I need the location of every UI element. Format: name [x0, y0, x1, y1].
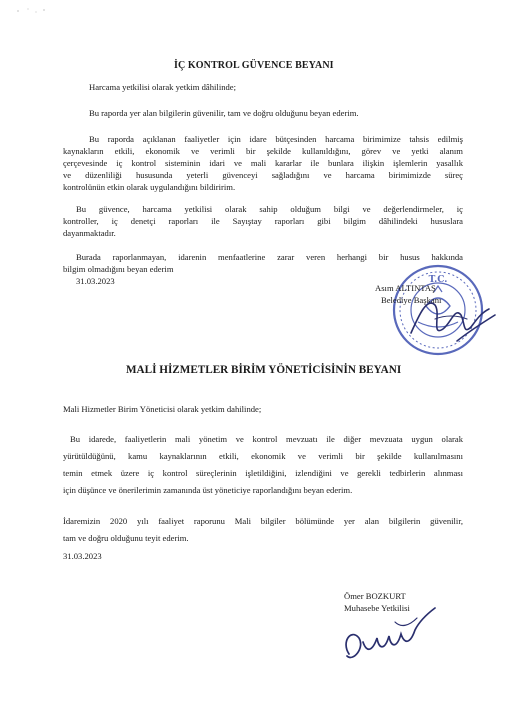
section1-para1-line: kontrolünün etkin olarak uygulandığını bildiririm.: [63, 182, 236, 192]
section2-para1-line: için düşünce ve önerilerimin zamanında üst yöneticiye raporlandığını beyan ederim.: [63, 485, 353, 495]
section2-para2-line: İdaremizin 2020 yılı faaliyet raporunu Mali bilgiler bölümünde yer alan bilgilerin güvenilir,: [63, 516, 463, 526]
section1-signer-name: Asım ALTINTAŞ: [375, 283, 436, 293]
section1-para2-line: Bu güvence, harcama yetkilisi olarak sahip olduğum bilgi ve değerlendirmeler, iç: [76, 204, 463, 214]
section1-para2-line: dayanmaktadır.: [63, 228, 116, 238]
section1-para2-line: kontroller, iç denetçi raporları ile Sayıştay raporları gibi bilgim dâhilindeki hususlara: [63, 216, 463, 226]
section1-para1-line: çerçevesinde iç kontrol sisteminin idari ve mali kararlar ile bunlara ilişkin işlemlerin yasallık: [63, 158, 463, 168]
section1-para3-line: bilgim olmadığını beyan ederim: [63, 264, 174, 274]
section2-para1-line: Bu idarede, faaliyetlerin mali yönetim ve kontrol mevzuatı ile diğer mevzuata uygun olarak: [70, 434, 463, 444]
section1-signer-title: Belediye Başkanı: [381, 295, 442, 305]
section2-para1-line: yürütüldüğünü, kamu kaynaklarının etkili, ekonomik ve verimli bir şekilde kullanılmasını: [63, 451, 463, 461]
section1-date: 31.03.2023: [76, 276, 115, 286]
section2-para2-line: tam ve doğru olduğunu teyit ederim.: [63, 533, 189, 543]
section2-date: 31.03.2023: [63, 551, 102, 561]
scan-specks: [14, 6, 54, 16]
section1-title: İÇ KONTROL GÜVENCE BEYANI: [174, 60, 334, 71]
handwritten-signature-2: [335, 598, 455, 678]
section1-para3-line: Burada raporlanmayan, idarenin menfaatlerine zarar veren herhangi bir husus hakkında: [76, 252, 463, 262]
section1-authority-line: Harcama yetkilisi olarak yetkim dâhilinde;: [89, 82, 237, 92]
section1-para1-line: Bu raporda açıklanan faaliyetler için idare bütçesinden harcama birimimize tahsis edilmiş: [89, 134, 463, 144]
section1-para1-line: kaynakların etkili, ekonomik ve verimli bir şekilde kullanıldığını, görev ve yetki alanım: [63, 146, 463, 156]
section2-authority-line: Mali Hizmetler Birim Yöneticisi olarak yetkim dahilinde;: [63, 404, 262, 414]
svg-text:T.C.: T.C.: [428, 275, 448, 285]
section2-title: MALİ HİZMETLER BİRİM YÖNETİCİSİNİN BEYANI: [126, 364, 402, 376]
section1-truth-line: Bu raporda yer alan bilgilerin güvenilir, tam ve doğru olduğunu beyan ederim.: [89, 108, 359, 118]
section2-signer-title: Muhasebe Yetkilisi: [344, 603, 410, 613]
section2-para1-line: temin etmek üzere iç kontrol süreçlerinin işletildiğini, izlendiğini ve gerekli tedbirlerin alınması: [63, 468, 463, 478]
section1-para1-line: ve düzenliliği hususunda yeterli güvenceyi sağladığını ve harcama birimimizde süreç: [63, 170, 463, 180]
handwritten-signature-1: [405, 285, 500, 355]
section2-signer-name: Ömer BOZKURT: [344, 591, 406, 601]
